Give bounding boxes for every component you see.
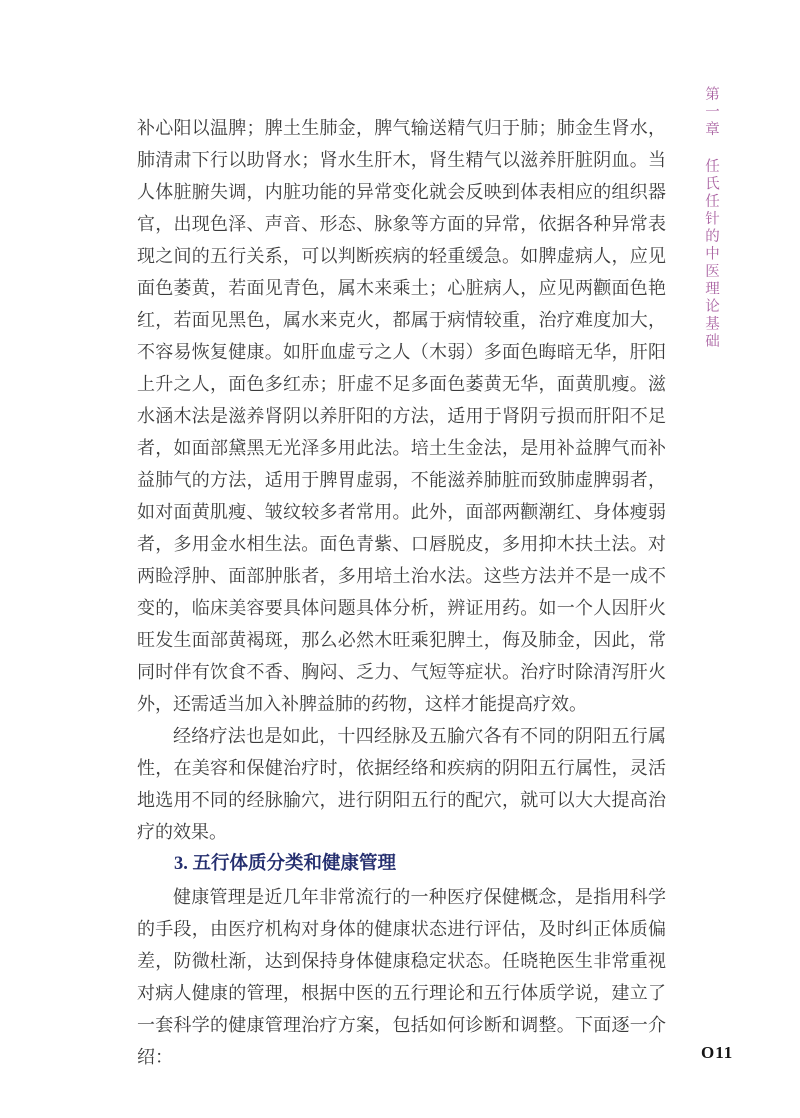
chapter-sidebar [701,86,720,350]
section-heading: 3. 五行体质分类和健康管理 [174,854,397,874]
page-number: O11 [701,1043,734,1062]
chapter-number-label: 第一章 [703,86,719,139]
chapter-title-label: 任氏任针的中医理论基础 [703,157,719,351]
paragraph-health-management: 健康管理是近几年非常流行的一种医疗保健概念，是指用科学的手段，由医疗机构对身体的健康状态进行评估，及时纠正体质偏差，防微杜渐，达到保持身体健康稳定状态。任晓艳医生非常重视对病人健康的管理，根据中医的五行理论和五行体质学说，建立了一套科学的健康管理治疗方案，包括如何诊断和调整。下面逐一介绍： [137,887,666,1067]
paragraph-meridian-therapy: 经络疗法也是如此，十四经脉及五腧穴各有不同的阴阳五行属性，在美容和保健治疗时，依据经络和疾病的阴阳五行属性，灵活地选用不同的经脉腧穴，进行阴阳五行的配穴，就可以大大提高治疗的效果。 [137,726,666,842]
paragraph-five-elements-diagnosis: 补心阳以温脾；脾土生肺金，脾气输送精气归于肺；肺金生肾水，肺清肃下行以助肾水；肾水生肝木，肾生精气以滋养肝脏阴血。当人体脏腑失调，内脏功能的异常变化就会反映到体表相应的组织器官，出现色泽、声音、形态、脉象等方面的异常，依据各种异常表现之间的五行关系，可以判断疾病的轻重缓急。如脾虚病人，应见面色萎黄，若面见青色，属木来乘土；心脏病人，应见两颧面色艳红，若面见黑色，属水来克火，都属于病情较重，治疗难度加大，不容易恢复健康。如肝血虚亏之人（木弱）多面色晦暗无华，肝阳上升之人，面色多红赤；肝虚不足多面色萎黄无华，面黄肌瘦。滋水涵木法是滋养肾阴以养肝阳的方法，适用于肾阴亏损而肝阳不足者，如面部黛黑无光泽多用此法。培土生金法，是用补益脾气而补益肺气的方法，适用于脾胃虚弱，不能滋养肺脏而致肺虚脾弱者，如对面黄肌瘦、皱纹较多者常用。此外，面部两颧潮红、身体瘦弱者，多用金水相生法。面色青紫、口唇脱皮，多用抑木扶土法。对两睑浮肿、面部肿胀者，多用培土治水法。这些方法并不是一成不变的，临床美容要具体问题具体分析，辨证用药。如一个人因肝火旺发生面部黄褐斑，那么必然木旺乘犯脾土，侮及肺金，因此，常同时伴有饮食不香、胸闷、乏力、气短等症状。治疗时除清泻肝火外，还需适当加入补脾益肺的药物，这样才能提高疗效。 [137,118,666,714]
body-text-block [137,112,666,1073]
